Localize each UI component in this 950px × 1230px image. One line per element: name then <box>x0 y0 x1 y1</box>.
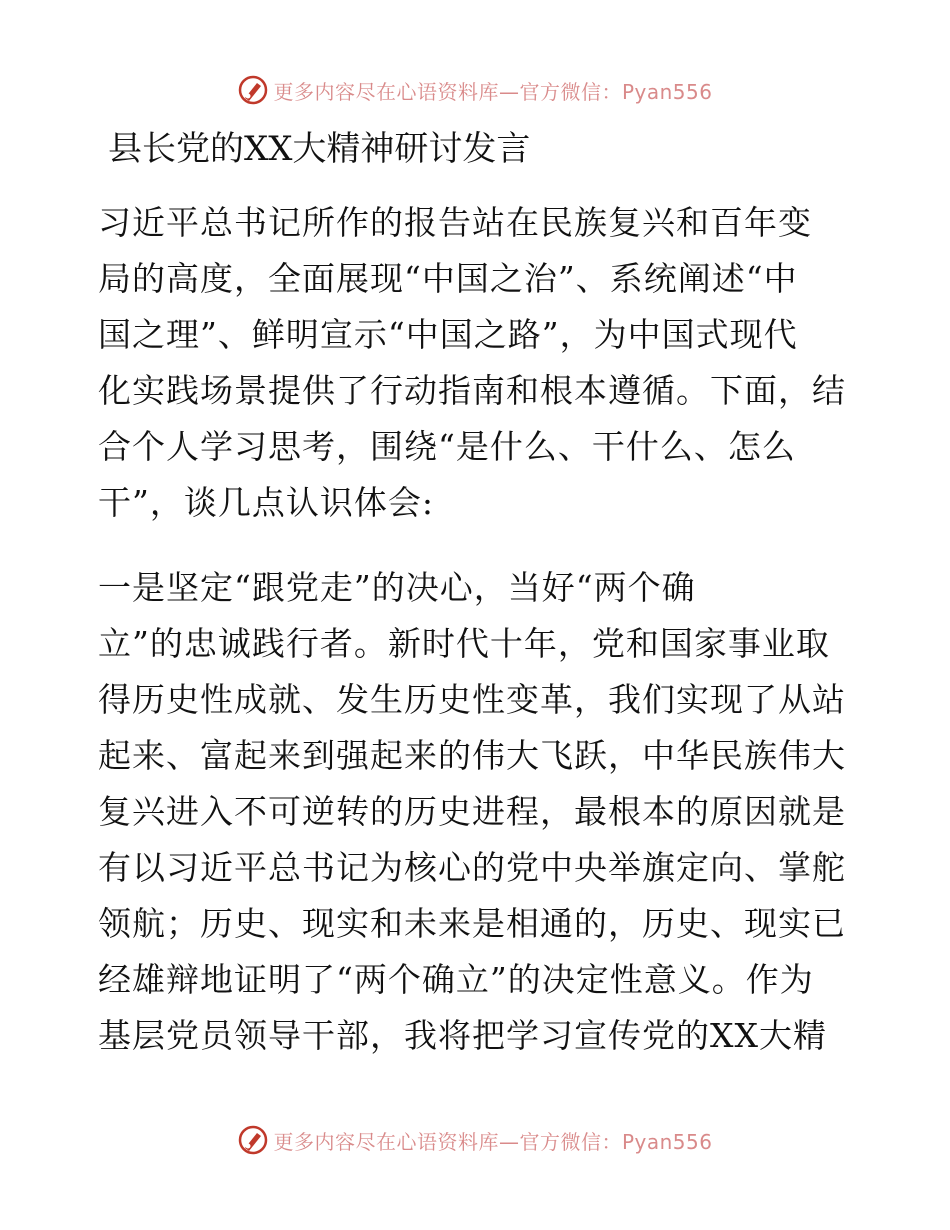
text-line: 合个人学习思考，围绕“是什么、干什么、怎么 <box>98 427 796 466</box>
footer-banner <box>0 1120 950 1160</box>
text-line: 习近平总书记所作的报告站在民族复兴和百年变 <box>98 203 812 242</box>
text-line: 经雄辩地证明了“两个确立”的决定性意义。作为 <box>98 960 814 999</box>
text-line: 干”，谈几点认识体会: <box>98 483 434 522</box>
pen-logo-icon <box>237 1124 269 1156</box>
text-line: 化实践场景提供了行动指南和根本遵循。下面，结 <box>98 371 846 410</box>
footer-banner-text: 更多内容尽在心语资料库—官方微信：Pyan556 <box>273 1129 713 1154</box>
text-line: 立”的忠诚践行者。新时代十年，党和国家事业取 <box>98 624 830 663</box>
header-banner-text: 更多内容尽在心语资料库—官方微信：Pyan556 <box>273 79 713 104</box>
text-line: 局的高度，全面展现“中国之治”、系统阐述“中 <box>98 259 798 298</box>
text-line: 起来、富起来到强起来的伟大飞跃，中华民族伟大 <box>98 736 846 775</box>
text-line: 领航；历史、现实和未来是相通的，历史、现实已 <box>98 904 846 943</box>
text-line: 国之理”、鲜明宣示“中国之路”，为中国式现代 <box>98 315 798 354</box>
text-line: 得历史性成就、发生历史性变革，我们实现了从站 <box>98 680 846 719</box>
header-banner <box>0 70 950 110</box>
text-line: 有以习近平总书记为核心的党中央举旗定向、掌舵 <box>98 848 846 887</box>
text-line: 基层党员领导干部，我将把学习宣传党的XX大精 <box>98 1016 827 1055</box>
pen-logo-icon <box>237 74 269 106</box>
document-title: 县长党的XX大精神研讨发言 <box>108 129 531 169</box>
text-line: 复兴进入不可逆转的历史进程，最根本的原因就是 <box>98 792 846 831</box>
text-line: 一是坚定“跟党走”的决心，当好“两个确 <box>98 568 696 607</box>
